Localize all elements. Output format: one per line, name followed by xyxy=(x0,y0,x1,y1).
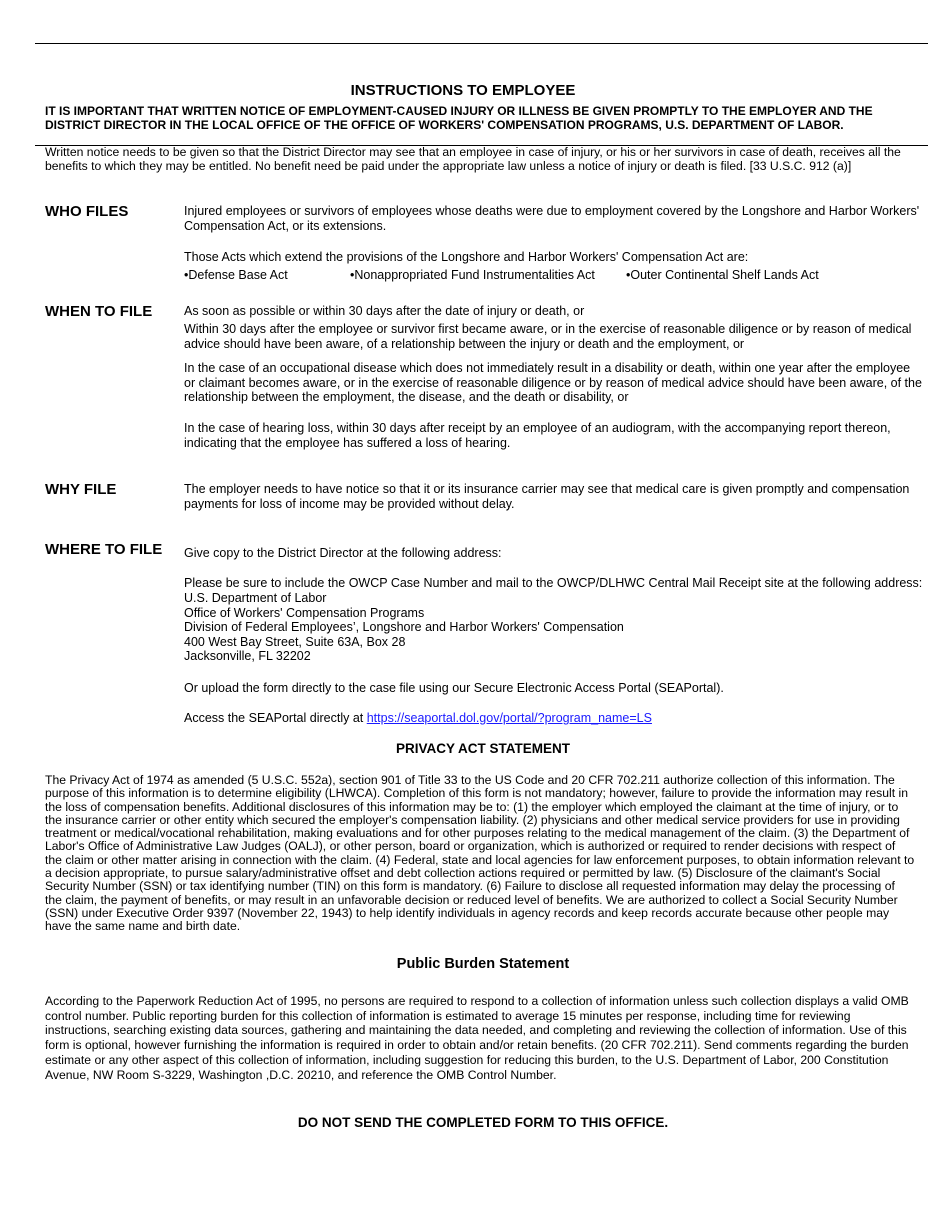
when-to-file-p3: In the case of an occupational disease which does not immediately result in a disability or death, within one year after the employee or claimant becomes aware, or in the exercise of reasonable diligence or by reason of medical advice should have been aware, of the relationship between the employment, the disease, and the death or disability, or xyxy=(184,361,922,404)
act-item: •Outer Continental Shelf Lands Act xyxy=(626,268,819,282)
address-line: 400 West Bay Street, Suite 63A, Box 28 xyxy=(184,634,406,649)
where-to-file-heading: WHERE TO FILE xyxy=(45,541,163,558)
acts-intro: Those Acts which extend the provisions of the Longshore and Harbor Workers' Compensation Act are: xyxy=(184,250,749,264)
mailing-address xyxy=(184,591,924,664)
page-title: INSTRUCTIONS TO EMPLOYEE xyxy=(350,82,576,99)
top-divider xyxy=(35,43,928,44)
address-line: Office of Workers' Compensation Programs xyxy=(184,605,425,620)
public-burden-text: According to the Paperwork Reduction Act of 1995, no persons are required to respond to a collection of information unless such collection displays a valid OMB control number. Public reporting burden for this collection of information is estimated to average 15 minutes per response, including time for reviewing instructions, searching existing data sources, gathering and maintaining the data needed, and completing and reviewing the collection of information. Use of this form is optional, however furnishing the information is required in order to obtain and/or retain benefits. (20 CFR 702.211). Send comments regarding the burden estimate or any other aspect of this collection of information, including suggestion for reducing this burden, to the U.S. Department of Labor, 200 Constitution Avenue, NW Room S-3229, Washington ,D.C. 20210, and reference the OMB Control Number. xyxy=(45,994,909,1082)
who-files-heading: WHO FILES xyxy=(45,203,129,220)
privacy-act-heading: PRIVACY ACT STATEMENT xyxy=(395,741,570,756)
privacy-act-text: The Privacy Act of 1974 as amended (5 U.S.C. 552a), section 901 of Title 33 to the US Code and 20 CFR 702.211 authorize collection of this information. The purpose of this information is to determine eligibility (LHWCA). Completion of this form is not mandatory; however, failure to provide the information may result in the loss of compensation benefits. Additional disclosures of this information may be to: (1) the employer which employed the claimant at the time of injury, or to the insurance carrier or other entity which secured the employer's compensation liability. (2) physicians and other medical service providers for use in providing treatment or medical/vocational rehabilitation, making evaluations and for other purposes relating to the medical management of the claim. (3) the Department of Labor's Office of Administrative Law Judges (OALJ), or other person, board or organization, which is authorized or required to render decisions with respect of the claim or other matter arising in connection with the claim. (4) Federal, state and local agencies for law enforcement purposes, to obtain information relevant to a decision appropriate, to pursue salary/administrative offset and debt collection actions required or permitted by law. (5) Disclosure of the claimant's Social Security Number (SSN) or tax identifying number (TIN) on this form is mandatory. (6) Failure to disclose all requested information may delay the processing of the claim, the payment of benefits, or may result in an unfavorable decision or reduced level of benefits. We are authorized to collect a Social Security Number (SSN) under Executive Order 9397 (November 22, 1943) to help identify individuals in agency records and keep records accurate because other people may have the same name and birth date. xyxy=(45,773,915,934)
why-file-text: The employer needs to have notice so that it or its insurance carrier may see that medical care is given promptly and compensation payments for loss of income may be provided without delay. xyxy=(184,482,910,511)
address-line: Jacksonville, FL 32202 xyxy=(184,649,311,663)
address-line: Division of Federal Employees’, Longshore and Harbor Workers' Compensation xyxy=(184,620,624,634)
when-to-file-p2: Within 30 days after the employee or survivor first became aware, or in the exercise of reasonable diligence or by reason of medical advice should have been aware, of a relationship between the injury or death and the employment, or xyxy=(184,322,912,351)
when-to-file-p4: In the case of hearing loss, within 30 days after receipt by an employee of an audiogram, with the accompanying report thereon, indicating that the employee has suffered a loss of hearing. xyxy=(184,421,891,450)
when-to-file-p1: As soon as possible or within 30 days after the date of injury or death, or xyxy=(184,304,585,318)
act-item: •Nonappropriated Fund Instrumentalities Act xyxy=(350,268,595,282)
portal-access-line xyxy=(184,711,924,726)
public-burden-heading: Public Burden Statement xyxy=(396,956,570,972)
upload-text: Or upload the form directly to the case file using our Secure Electronic Access Portal (SEAPortal). xyxy=(184,681,724,695)
important-notice: IT IS IMPORTANT THAT WRITTEN NOTICE OF EMPLOYMENT-CAUSED INJURY OR ILLNESS BE GIVEN PROMPTLY TO THE EMPLOYER AND THE DISTRICT DIRECTOR IN THE LOCAL OFFICE OF THE OFFICE OF WORKERS' COMPENSATION PROGRAMS, U.S. DEPARTMENT OF LABOR. xyxy=(45,104,873,132)
when-to-file-heading: WHEN TO FILE xyxy=(45,303,153,320)
address-line: U.S. Department of Labor xyxy=(184,591,327,605)
portal-access-prefix: Access the SEAPortal directly at xyxy=(184,711,367,725)
seaportal-link[interactable]: https://seaportal.dol.gov/portal/?program_name=LS xyxy=(366,711,652,725)
mail-instruction: Please be sure to include the OWCP Case Number and mail to the OWCP/DLHWC Central Mail Receipt site at the following address: xyxy=(184,576,923,590)
who-files-text: Injured employees or survivors of employees whose deaths were due to employment covered by the Longshore and Harbor Workers' Compensation Act, or its extensions. xyxy=(184,204,920,233)
act-item: •Defense Base Act xyxy=(184,268,288,282)
why-file-heading: WHY FILE xyxy=(45,481,117,498)
written-notice-text: Written notice needs to be given so that the District Director may see that an employee in case of injury, or his or her survivors in case of death, receives all the benefits to which they may be entitled. No benefit need be paid under the appropriate law unless a notice of injury or death is filed. [33 U.S.C. 912 (a)] xyxy=(45,145,901,173)
do-not-send-notice: DO NOT SEND THE COMPLETED FORM TO THIS OFFICE. xyxy=(297,1115,669,1130)
acts-list xyxy=(184,268,924,284)
where-to-file-intro: Give copy to the District Director at the following address: xyxy=(184,546,502,560)
